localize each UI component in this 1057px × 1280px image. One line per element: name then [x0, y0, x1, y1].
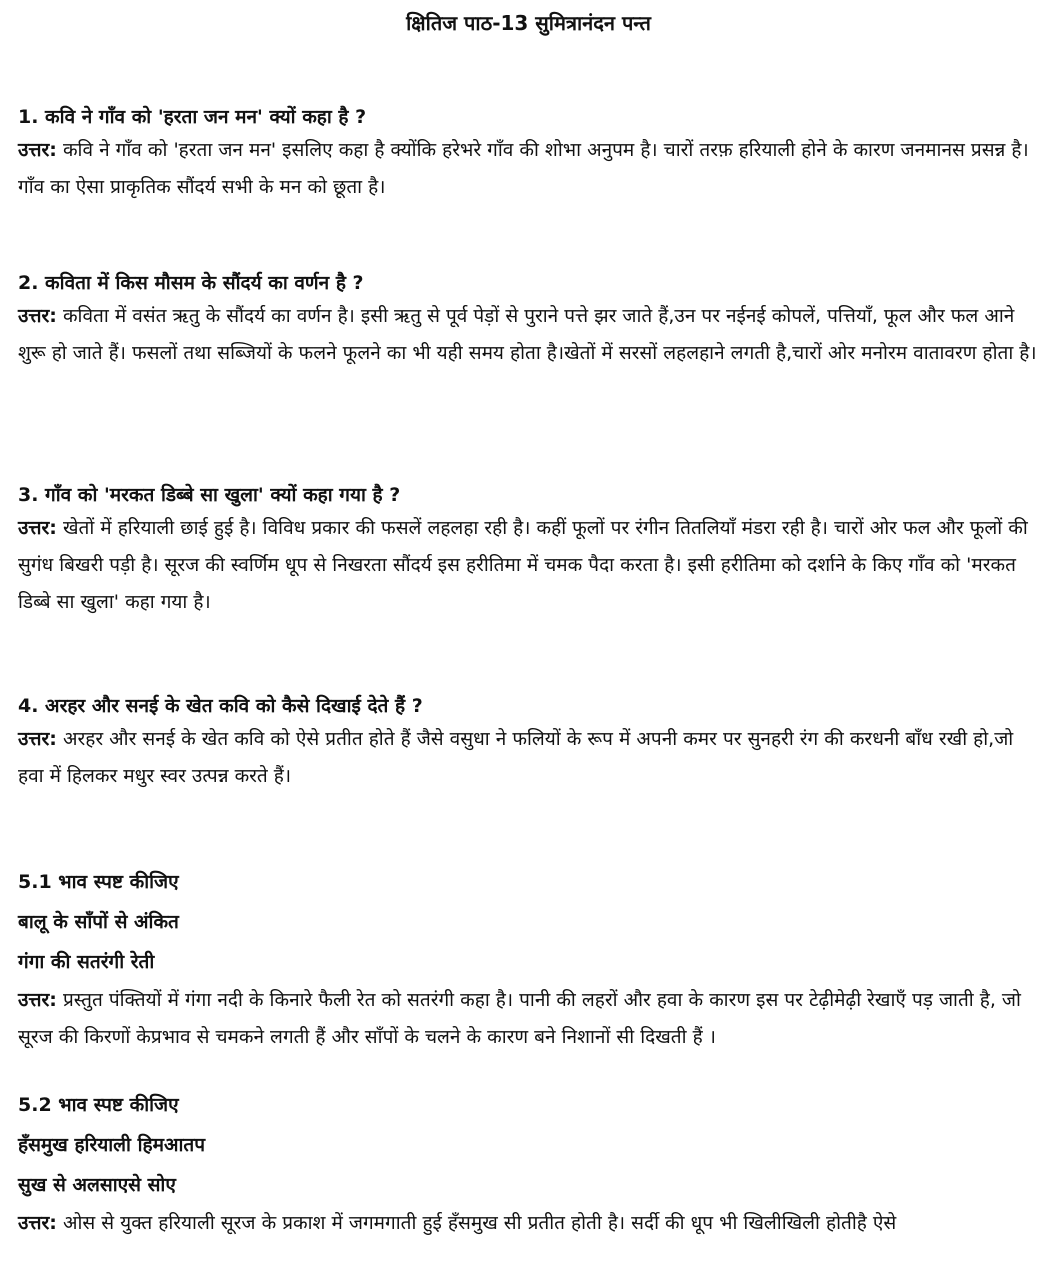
answer-text: कवि ने गाँव को 'हरता जन मन' इसलिए कहा है क्योंकि हरेभरे गाँव की शोभा अनुपम है। चारों तरफ़ हरियाली होने के कारण जनमानस प्रसन्न है। गाँव का ऐसा प्राकृतिक सौंदर्य सभी के मन को छूता है। [18, 139, 1029, 198]
answer-4 [18, 721, 1043, 795]
verse-line: हँसमुख हरियाली हिमआतप [18, 1134, 206, 1156]
answer-text: प्रस्तुत पंक्तियों में गंगा नदी के किनारे फैली रेत को सतरंगी कहा है। पानी की लहरों और हवा के कारण इस पर टेढ़ीमेढ़ी रेखाएँ पड़ जाती है, जो सूरज की किरणों केप्रभाव से चमकने लगती हैं और साँपों के चलने के कारण बने निशानों सी दिखती हैं । [18, 989, 1021, 1048]
answer-3 [18, 510, 1043, 621]
answer-text: खेतों में हरियाली छाई हुई है। विविध प्रकार की फसलें लहलहा रही है। कहीं फूलों पर रंगीन तितलियाँ मंडरा रही है। चारों ओर फल और फूलों की सुगंध बिखरी पड़ी है। सूरज की स्वर्णिम धूप से निखरता सौंदर्य इस हरीतिमा में चमक पैदा करता है। इसी हरीतिमा को दर्शाने के किए गाँव को 'मरकत डिब्बे सा खुला' कहा गया है। [18, 517, 1028, 613]
page-title: क्षितिज पाठ-13 सुमित्रानंदन पन्त [406, 11, 651, 35]
qa-block-5-1 [18, 862, 1043, 1056]
verse-line: सुख से अलसाएसे सोए [18, 1174, 176, 1196]
answer-5-2 [18, 1205, 1043, 1242]
answer-text: ओस से युक्त हरियाली सूरज के प्रकाश में जगमगाती हुई हँसमुख सी प्रतीत होती है। सर्दी की धूप भी खिलीखिली होतीहै ऐसे [62, 1212, 897, 1234]
answer-label: उत्तर: [18, 139, 57, 161]
question-5-2: 5.2 भाव स्पष्ट कीजिए [18, 1094, 179, 1116]
answer-text: कविता में वसंत ऋतु के सौंदर्य का वर्णन है। इसी ऋतु से पूर्व पेड़ों से पुराने पत्ते झर जाते हैं,उन पर नईनई कोपलें, पत्तियाँ, फूल और फल आने शुरू हो जाते हैं। फसलों तथा सब्जियों के फलने फूलने का भी यही समय होता है।खेतों में सरसों लहलहाने लगती है,चारों ओर मनोरम वातावरण होता है। [18, 305, 1037, 364]
verse-line: गंगा की सतरंगी रेती [18, 951, 155, 973]
question-5-1: 5.1 भाव स्पष्ट कीजिए [18, 871, 179, 893]
qa-block-1 [18, 102, 1043, 206]
qa-block-5-2 [18, 1085, 1043, 1242]
answer-label: उत्तर: [18, 728, 57, 750]
answer-text: अरहर और सनई के खेत कवि को ऐसे प्रतीत होते हैं जैसे वसुधा ने फलियों के रूप में अपनी कमर पर सुनहरी रंग की करधनी बाँध रखी हो,जो हवा में हिलकर मधुर स्वर उत्पन्न करते हैं। [18, 728, 1014, 787]
answer-label: उत्तर: [18, 305, 57, 327]
answer-1 [18, 132, 1043, 206]
answer-2 [18, 298, 1043, 372]
question-3: 3. गाँव को 'मरकत डिब्बे सा खुला' क्यों कहा गया है ? [18, 484, 401, 506]
answer-label: उत्तर: [18, 1212, 57, 1234]
question-2: 2. कविता में किस मौसम के सौंदर्य का वर्णन है ? [18, 272, 364, 294]
qa-block-3 [18, 480, 1043, 621]
answer-5-1 [18, 982, 1043, 1056]
question-4: 4. अरहर और सनई के खेत कवि को कैसे दिखाई देते हैं ? [18, 695, 423, 717]
answer-label: उत्तर: [18, 989, 57, 1011]
verse-line: बालू के साँपों से अंकित [18, 911, 179, 933]
question-1: 1. कवि ने गाँव को 'हरता जन मन' क्यों कहा है ? [18, 106, 367, 128]
answer-label: उत्तर: [18, 517, 57, 539]
qa-block-2 [18, 268, 1043, 372]
qa-block-4 [18, 691, 1043, 795]
